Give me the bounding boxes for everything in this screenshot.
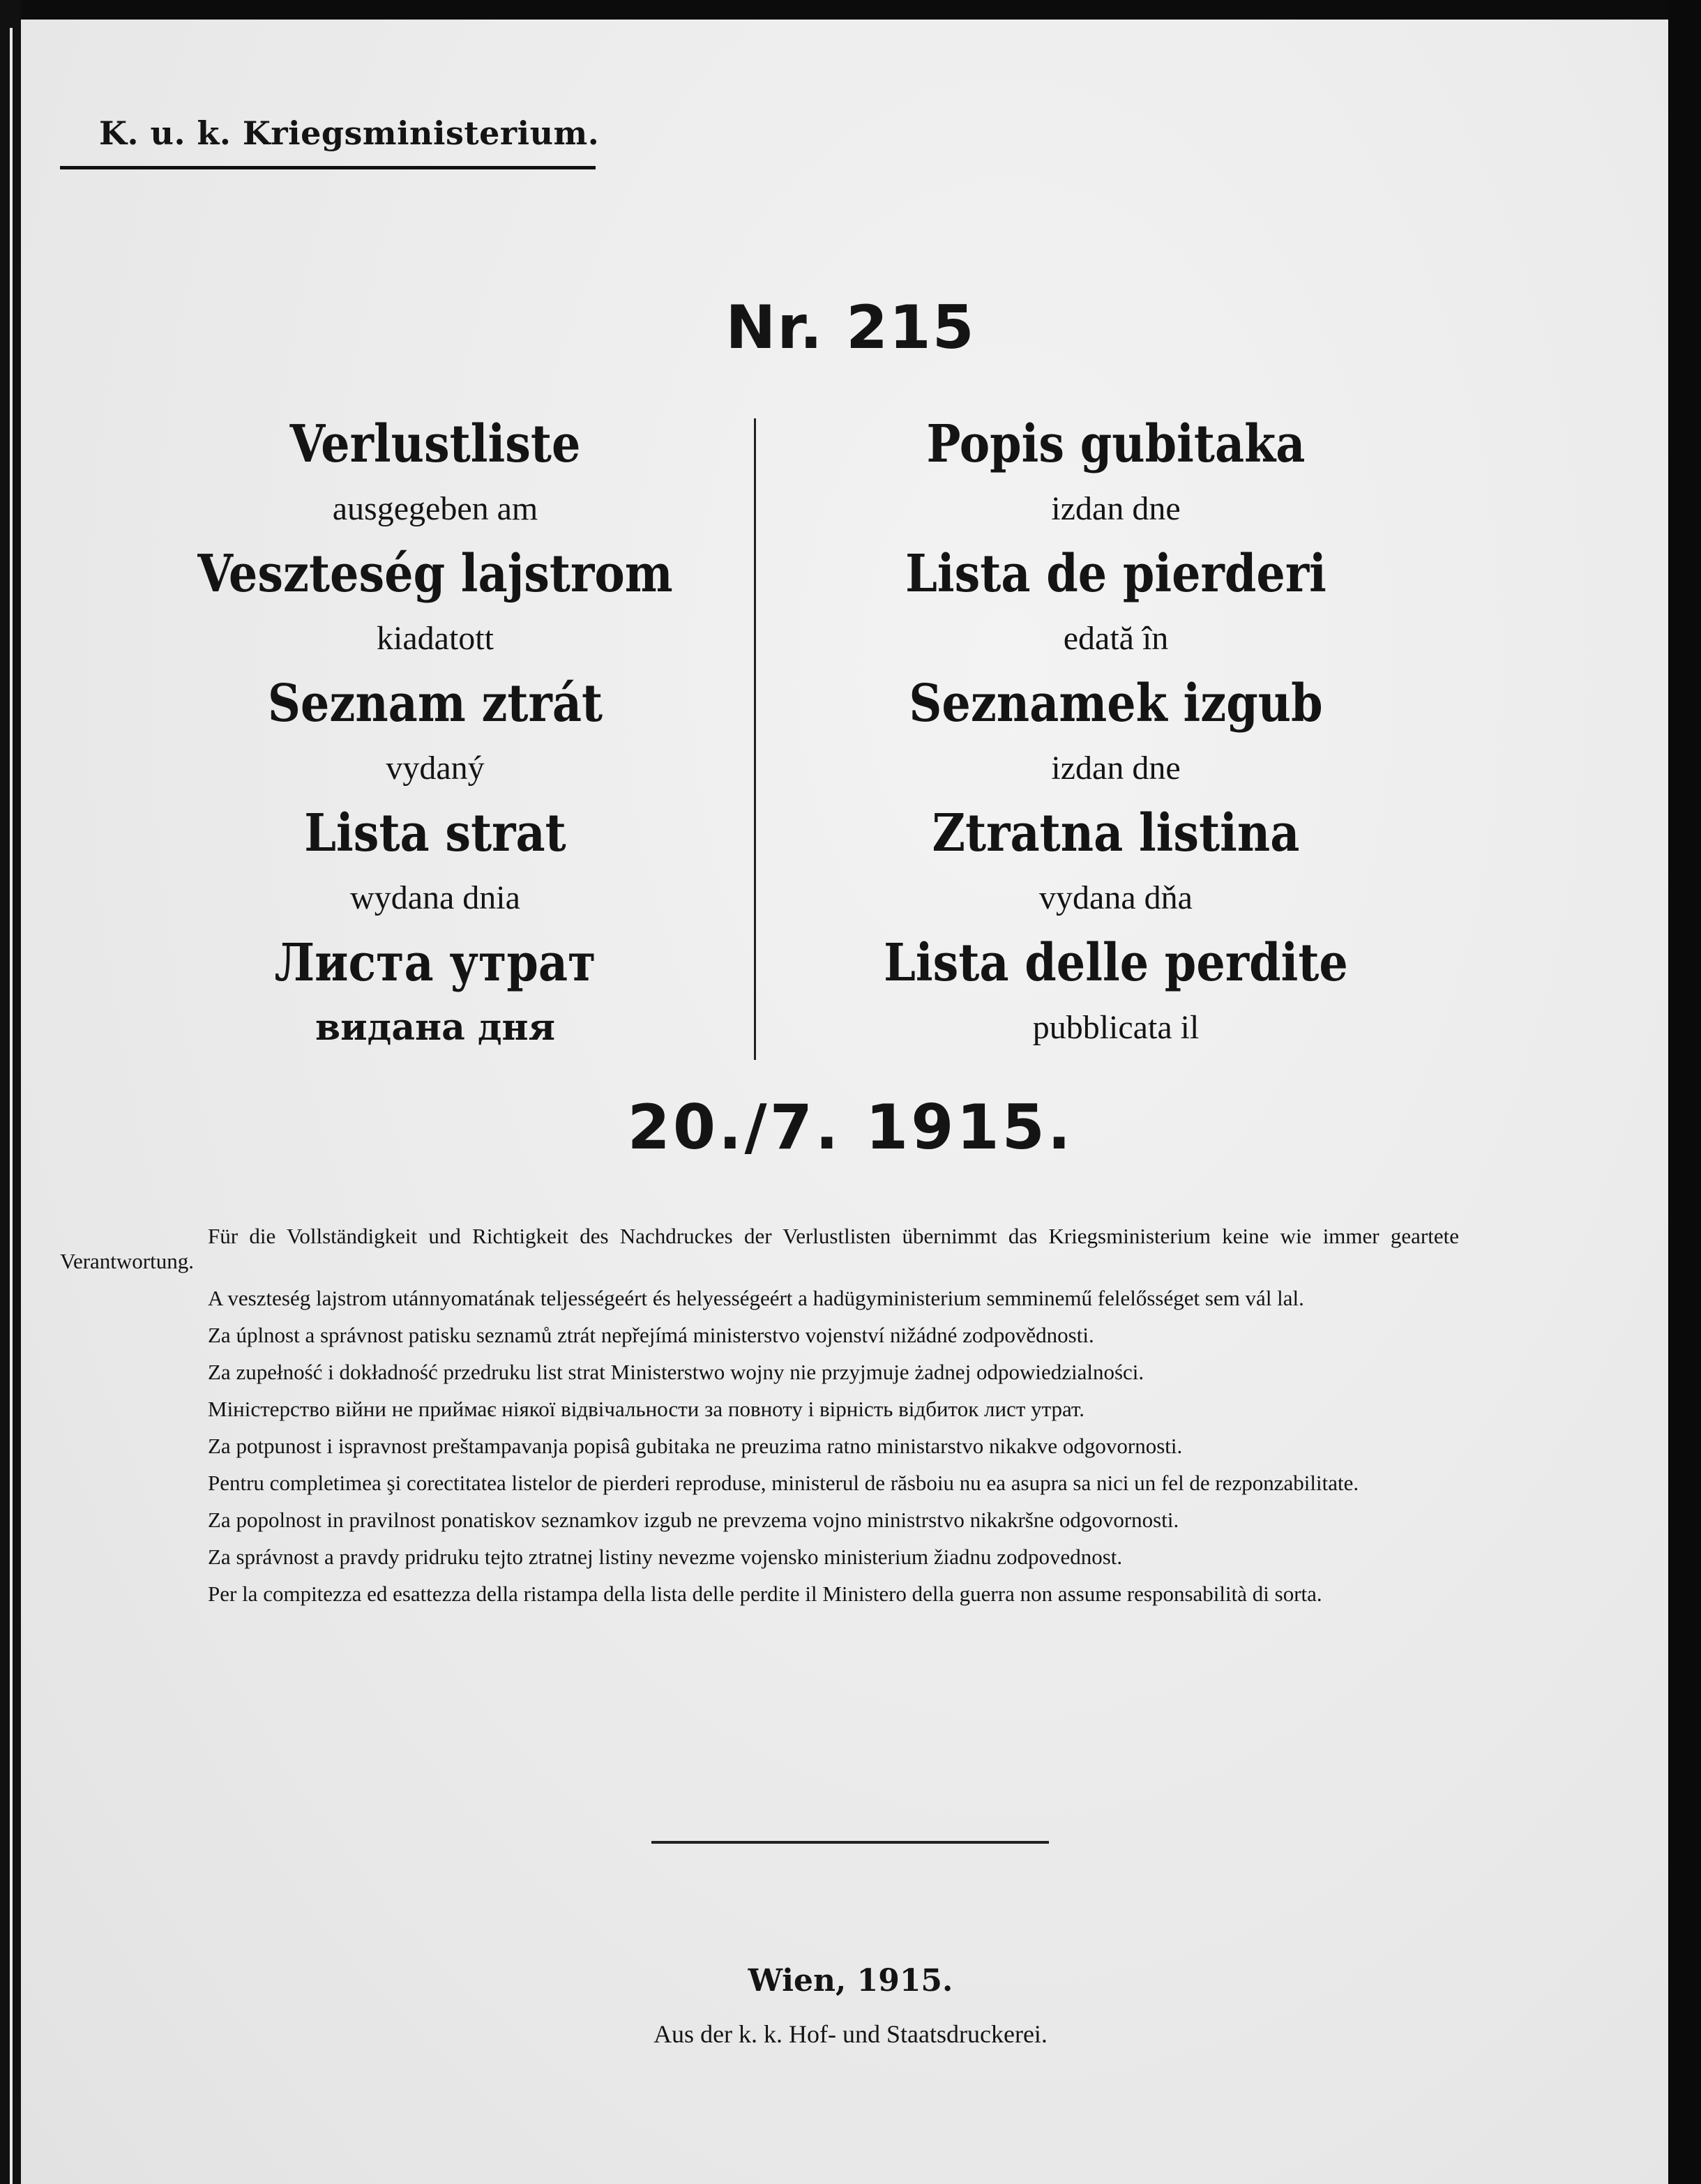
subtitle-italian: pubblicata il bbox=[1032, 1009, 1200, 1046]
subtitle-hungarian: kiadatott bbox=[377, 620, 494, 657]
disclaimer-slovenian: Za popolnost in pravilnost ponatiskov seznamkov izgub ne prevzema vojno ministrstvo nikakršne odgovornosti. bbox=[208, 1508, 1179, 1532]
title-ukrainian: Листа утрат bbox=[274, 933, 596, 993]
subtitle-romanian: edată în bbox=[1063, 620, 1169, 657]
right-title-column bbox=[802, 411, 1430, 1060]
disclaimer-italian: Per la compitezza ed esattezza della ristampa della lista delle perdite il Ministero della guerra non assume responsabilità di sorta. bbox=[208, 1582, 1322, 1606]
left-title-column bbox=[121, 411, 749, 1060]
issue-date: 20./7. 1915. bbox=[627, 1091, 1074, 1163]
title-croatian: Popis gubitaka bbox=[926, 414, 1306, 474]
ministry-header: K. u. k. Kriegsministerium. bbox=[99, 114, 600, 152]
footer-rule bbox=[651, 1841, 1049, 1844]
disclaimer-croatian: Za potpunost i ispravnost preštampavanja popisâ gubitaka ne preuzima ratno ministarstvo nikakve odgovornosti. bbox=[208, 1434, 1183, 1458]
subtitle-slovenian: izdan dne bbox=[1051, 750, 1181, 787]
title-hungarian: Veszteség lajstrom bbox=[197, 544, 673, 604]
subtitle-ukrainian: видана дня bbox=[315, 1006, 556, 1049]
subtitle-croatian: izdan dne bbox=[1051, 490, 1181, 527]
disclaimer-romanian: Pentru completimea şi corectitatea listelor de pierderi reproduse, ministerul de răsboiu nu ea asupra sa nici un fel de rezponzabilitate. bbox=[208, 1471, 1359, 1495]
subtitle-polish: wydana dnia bbox=[350, 879, 520, 916]
disclaimer-block bbox=[60, 1224, 1459, 1618]
title-czech: Seznam ztrát bbox=[267, 674, 603, 734]
subtitle-czech: vydaný bbox=[386, 750, 485, 787]
subtitle-slovak: vydana dňa bbox=[1039, 879, 1193, 916]
title-polish: Lista strat bbox=[304, 803, 566, 863]
title-slovak: Ztratna listina bbox=[932, 803, 1300, 863]
disclaimer-slovak: Za správnost a pravdy pridruku tejto ztratnej listiny nevezme vojensko ministerium žiadnu zodpovednost. bbox=[208, 1545, 1123, 1569]
title-romanian: Lista de pierderi bbox=[905, 544, 1326, 604]
issue-number: Nr. 215 bbox=[725, 293, 976, 363]
subtitle-german: ausgegeben am bbox=[332, 490, 538, 527]
disclaimer-czech: Za úplnost a správnost patisku seznamů ztrát nepřejímá ministerstvo vojenství nižádné zodpovědnosti. bbox=[208, 1323, 1094, 1347]
header-underline bbox=[60, 166, 596, 169]
title-german: Verlustliste bbox=[289, 414, 581, 474]
title-italian: Lista delle perdite bbox=[884, 933, 1348, 993]
column-divider bbox=[754, 418, 756, 1060]
disclaimer-polish: Za zupełność i dokładność przedruku list strat Ministerstwo wojny nie przyjmuje żadnej odpowiedzialności. bbox=[208, 1360, 1144, 1384]
disclaimer-hungarian: A veszteség lajstrom utánnyomatának teljességeért és helyességeért a hadügyministerium semminemű felelősséget sem vál lal. bbox=[208, 1286, 1304, 1310]
title-slovenian: Seznamek izgub bbox=[909, 674, 1323, 734]
footer-printer: Aus der k. k. Hof- und Staatsdruckerei. bbox=[653, 2020, 1048, 2048]
disclaimer-ukrainian: Міністерство війни не приймає ніякої відвічальности за повноту і вірність відбиток лист утрат. bbox=[208, 1397, 1084, 1421]
footer-place-year: Wien, 1915. bbox=[748, 1963, 953, 1999]
disclaimer-german: Für die Vollständigkeit und Richtigkeit des Nachdruckes der Verlustlisten übernimmt das Kriegsministerium keine wie immer geartete Verantwortung. bbox=[60, 1224, 1459, 1273]
